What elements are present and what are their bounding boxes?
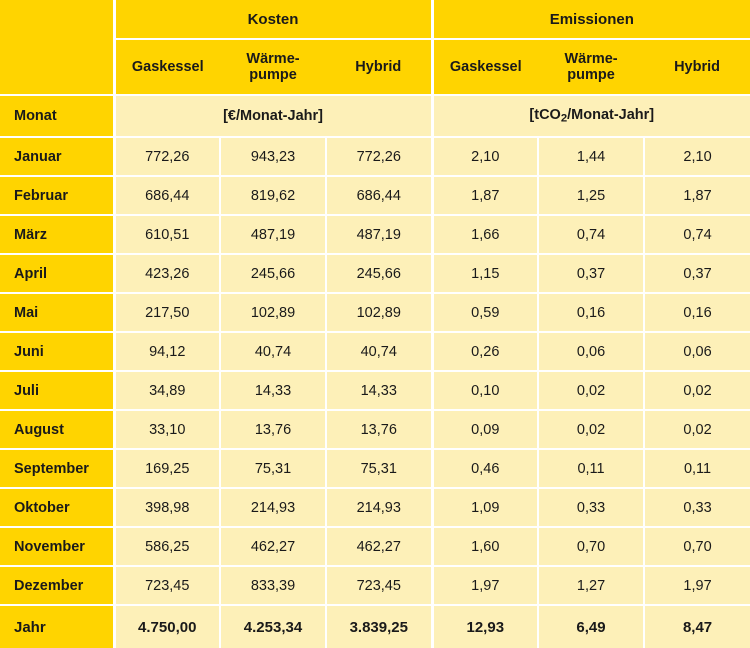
column-header-waermepumpe-emissionen [538,39,644,95]
column-header-waermepumpe-kosten-line2: pumpe [249,67,297,83]
cell-value: 0,74 [538,215,644,254]
table-row [0,488,750,527]
cell-value: 0,02 [644,371,750,410]
unit-costs: [€/Monat-Jahr] [114,95,432,137]
cell-value: 102,89 [220,293,326,332]
cell-value: 0,46 [432,449,538,488]
cell-value: 487,19 [220,215,326,254]
cell-value: 1,97 [432,566,538,605]
column-header-gaskessel-emissionen: Gaskessel [432,39,538,95]
cell-value: 217,50 [114,293,220,332]
total-cell-value: 8,47 [644,605,750,648]
cell-value: 13,76 [326,410,432,449]
row-month-label: Dezember [0,566,114,605]
cell-value: 0,37 [538,254,644,293]
cell-value: 0,11 [644,449,750,488]
cell-value: 1,66 [432,215,538,254]
cell-value: 13,76 [220,410,326,449]
cell-value: 1,87 [644,176,750,215]
cell-value: 610,51 [114,215,220,254]
cell-value: 0,70 [538,527,644,566]
total-cell-value: 6,49 [538,605,644,648]
cell-value: 214,93 [326,488,432,527]
table-row [0,332,750,371]
table-row [0,449,750,488]
corner-cell-2 [0,39,114,95]
cell-value: 40,74 [220,332,326,371]
cell-value: 214,93 [220,488,326,527]
total-cell-value: 12,93 [432,605,538,648]
total-cell-value: 4.750,00 [114,605,220,648]
unit-emissions [432,95,750,137]
column-header-waermepumpe-kosten [220,39,326,95]
cell-value: 0,02 [538,371,644,410]
cell-value: 1,09 [432,488,538,527]
cell-value: 398,98 [114,488,220,527]
cell-value: 772,26 [114,137,220,176]
column-header-waermepumpe-kosten-line1: Wärme- [246,50,300,67]
column-header-hybrid-emissionen: Hybrid [644,39,750,95]
cell-value: 1,60 [432,527,538,566]
cell-value: 0,70 [644,527,750,566]
table-row [0,293,750,332]
cell-value: 40,74 [326,332,432,371]
cell-value: 943,23 [220,137,326,176]
row-month-label: November [0,527,114,566]
total-row-label: Jahr [0,605,114,648]
cell-value: 0,74 [644,215,750,254]
cell-value: 1,15 [432,254,538,293]
column-header-waermepumpe-emissionen-line1: Wärme- [564,50,618,67]
unit-emissions-suffix: /Monat-Jahr] [567,107,655,124]
group-header-kosten: Kosten [114,0,432,39]
row-month-label: Juli [0,371,114,410]
cell-value: 586,25 [114,527,220,566]
table-row [0,254,750,293]
cell-value: 14,33 [220,371,326,410]
cell-value: 0,59 [432,293,538,332]
unit-emissions-prefix: [tCO [529,107,561,124]
cell-value: 462,27 [220,527,326,566]
cell-value: 1,97 [644,566,750,605]
table-row [0,410,750,449]
column-header-gaskessel-kosten: Gaskessel [114,39,220,95]
cell-value: 772,26 [326,137,432,176]
cell-value: 423,26 [114,254,220,293]
column-header-waermepumpe-emissionen-line2: pumpe [567,67,615,83]
cell-value: 1,25 [538,176,644,215]
cell-value: 0,02 [538,410,644,449]
total-cell-value: 4.253,34 [220,605,326,648]
row-month-label: August [0,410,114,449]
cell-value: 0,11 [538,449,644,488]
cell-value: 75,31 [220,449,326,488]
row-month-label: September [0,449,114,488]
table-unit-row [0,95,750,137]
unit-emissions-sub: 2 [560,112,568,125]
cell-value: 0,33 [644,488,750,527]
cell-value: 819,62 [220,176,326,215]
table-row [0,176,750,215]
corner-cell [0,0,114,39]
cell-value: 0,09 [432,410,538,449]
column-header-hybrid-kosten: Hybrid [326,39,432,95]
cell-value: 169,25 [114,449,220,488]
total-cell-value: 3.839,25 [326,605,432,648]
row-month-label: Januar [0,137,114,176]
group-header-emissionen: Emissionen [432,0,750,39]
cell-value: 75,31 [326,449,432,488]
cell-value: 0,02 [644,410,750,449]
row-month-label: März [0,215,114,254]
table-body [0,95,750,648]
cell-value: 0,26 [432,332,538,371]
cell-value: 1,87 [432,176,538,215]
row-header-label: Monat [0,95,114,137]
cell-value: 2,10 [644,137,750,176]
cell-value: 94,12 [114,332,220,371]
cell-value: 686,44 [114,176,220,215]
table-row [0,527,750,566]
cell-value: 14,33 [326,371,432,410]
cell-value: 833,39 [220,566,326,605]
table-group-header-row [0,0,750,39]
cell-value: 2,10 [432,137,538,176]
cell-value: 0,16 [644,293,750,332]
cell-value: 245,66 [220,254,326,293]
cell-value: 462,27 [326,527,432,566]
cell-value: 0,33 [538,488,644,527]
row-month-label: Februar [0,176,114,215]
row-month-label: Oktober [0,488,114,527]
cell-value: 0,16 [538,293,644,332]
cell-value: 723,45 [114,566,220,605]
row-month-label: April [0,254,114,293]
cell-value: 723,45 [326,566,432,605]
table-total-row [0,605,750,648]
cell-value: 0,06 [644,332,750,371]
cell-value: 0,10 [432,371,538,410]
table-column-header-row [0,39,750,95]
cell-value: 0,37 [644,254,750,293]
cell-value: 686,44 [326,176,432,215]
cell-value: 34,89 [114,371,220,410]
table-row [0,137,750,176]
cell-value: 487,19 [326,215,432,254]
cell-value: 1,44 [538,137,644,176]
cell-value: 1,27 [538,566,644,605]
row-month-label: Juni [0,332,114,371]
cell-value: 0,06 [538,332,644,371]
table-row [0,371,750,410]
table-row [0,215,750,254]
table-row [0,566,750,605]
row-month-label: Mai [0,293,114,332]
cell-value: 33,10 [114,410,220,449]
cell-value: 245,66 [326,254,432,293]
cell-value: 102,89 [326,293,432,332]
